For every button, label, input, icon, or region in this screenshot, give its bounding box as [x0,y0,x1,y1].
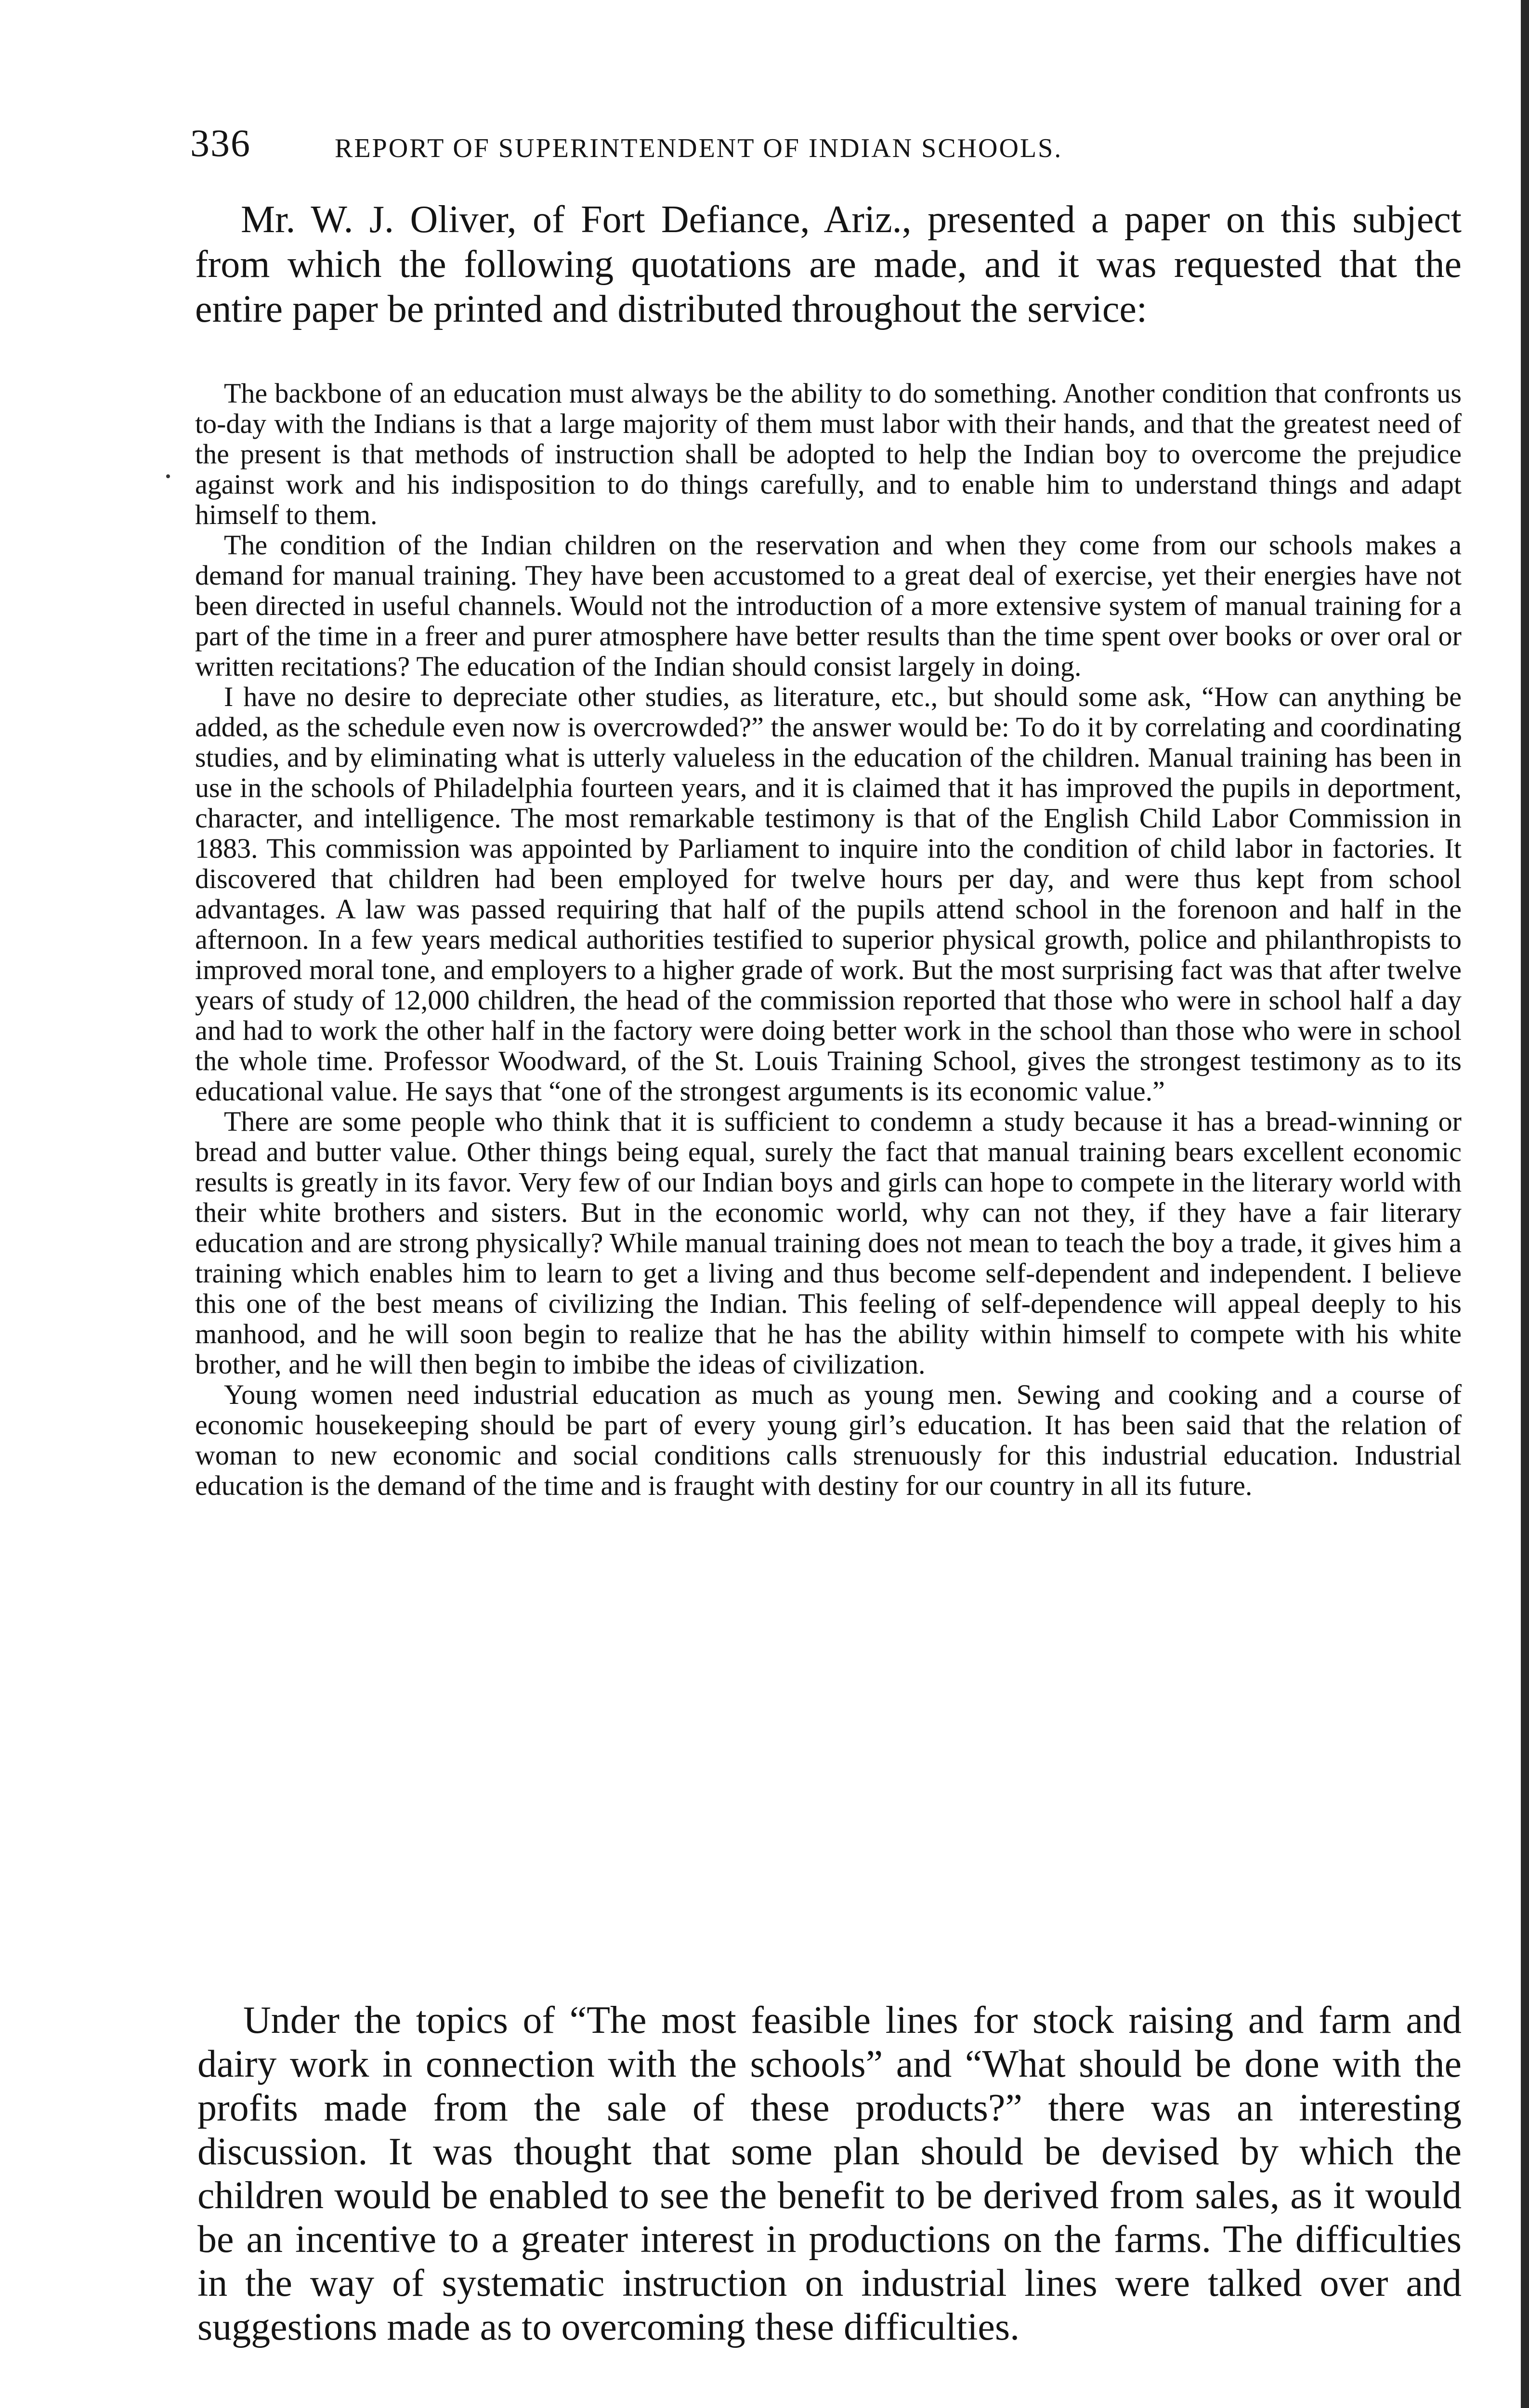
margin-speck [166,474,170,478]
intro-paragraph: Mr. W. J. Oliver, of Fort Defiance, Ariz., presented a paper on this subject from which the following quotations are made, and it was requested that the entire paper be printed and distributed throughout the service: [195,198,1462,330]
scan-edge-right [1521,0,1529,2408]
running-head: REPORT OF SUPERINTENDENT OF INDIAN SCHOOLS. [335,133,1063,163]
quote-paragraph-2: The condition of the Indian children on the reservation and when they come from our schools makes a demand for manual training. They have been accustomed to a great deal of exercise, yet their energies have not been directed in useful channels. Would not the introduction of a more extensive system of manual training for a part of the time in a freer and purer atmosphere have better results than the time spent over books or over oral or written recitations? The education of the Indian should consist largely in doing. [195,529,1462,682]
page-number: 336 [190,122,251,165]
quote-paragraph-4: There are some people who think that it is sufficient to condemn a study because it has a bread-winning or bread and butter value. Other things being equal, surely the fact that manual training bears excellent economic results is greatly in its favor. Very few of our Indian boys and girls can hope to compete in the literary world with their white brothers and sisters. But in the economic world, why can not they, if they have a fair literary education and are strong physically? While manual training does not mean to teach the boy a trade, it gives him a training which enables him to learn to get a living and thus become self-dependent and independent. I believe this one of the best means of civilizing the Indian. This feeling of self-dependence will appeal deeply to his manhood, and he will soon begin to realize that he has the ability within himself to compete with his white brother, and he will then begin to imbibe the ideas of civilization. [195,1106,1462,1380]
closing-paragraph: Under the topics of “The most feasible lines for stock raising and farm and dairy work in connection with the schools” and “What should be done with the profits made from the sale of these products?” there was an interesting discussion. It was thought that some plan should be devised by which the children would be enabled to see the benefit to be derived from sales, as it would be an incentive to a greater interest in productions on the farms. The difficulties in the way of systematic instruction on industrial lines were talked over and suggestions made as to overcoming these difficulties. [197,1999,1462,2348]
page-header [190,124,1312,163]
quote-paragraph-1: The backbone of an education must always be the ability to do something. Another condition that confronts us to-day with the Indians is that a large majority of them must labor with their hands, and that the greatest need of the present is that methods of instruction shall be adopted to help the Indian boy to overcome the prejudice against work and his indisposition to do things carefully, and to enable him to understand things and adapt himself to them. [195,378,1462,530]
quote-paragraph-3: I have no desire to depreciate other studies, as literature, etc., but should some ask, “How can anything be added, as the schedule even now is overcrowded?” the answer would be: To do it by correlating and coordinating studies, and by eliminating what is utterly valueless in the education of the children. Manual training has been in use in the schools of Philadelphia fourteen years, and it is claimed that it has improved the pupils in deportment, character, and intelligence. The most remarkable testimony is that of the English Child Labor Commission in 1883. This commission was appointed by Parliament to inquire into the condition of child labor in factories. It discovered that children had been employed for twelve hours per day, and were thus kept from school advantages. A law was passed requiring that half of the pupils attend school in the forenoon and half in the afternoon. In a few years medical authorities testified to superior physical growth, police and philanthropists to improved moral tone, and employers to a higher grade of work. But the most surprising fact was that after twelve years of study of 12,000 children, the head of the commission reported that those who were in school half a day and had to work the other half in the factory were doing better work in the school than those who were in school the whole time. Professor Woodward, of the St. Louis Training School, gives the strongest testimony as to its educational value. He says that “one of the strongest arguments is its economic value.” [195,681,1462,1107]
quote-paragraph-5: Young women need industrial education as much as young men. Sewing and cooking and a course of economic housekeeping should be part of every young girl’s education. It has been said that the relation of woman to new economic and social conditions calls strenuously for this industrial education. Industrial education is the demand of the time and is fraught with destiny for our country in all its future. [195,1379,1462,1501]
quoted-paper [195,378,1462,1501]
